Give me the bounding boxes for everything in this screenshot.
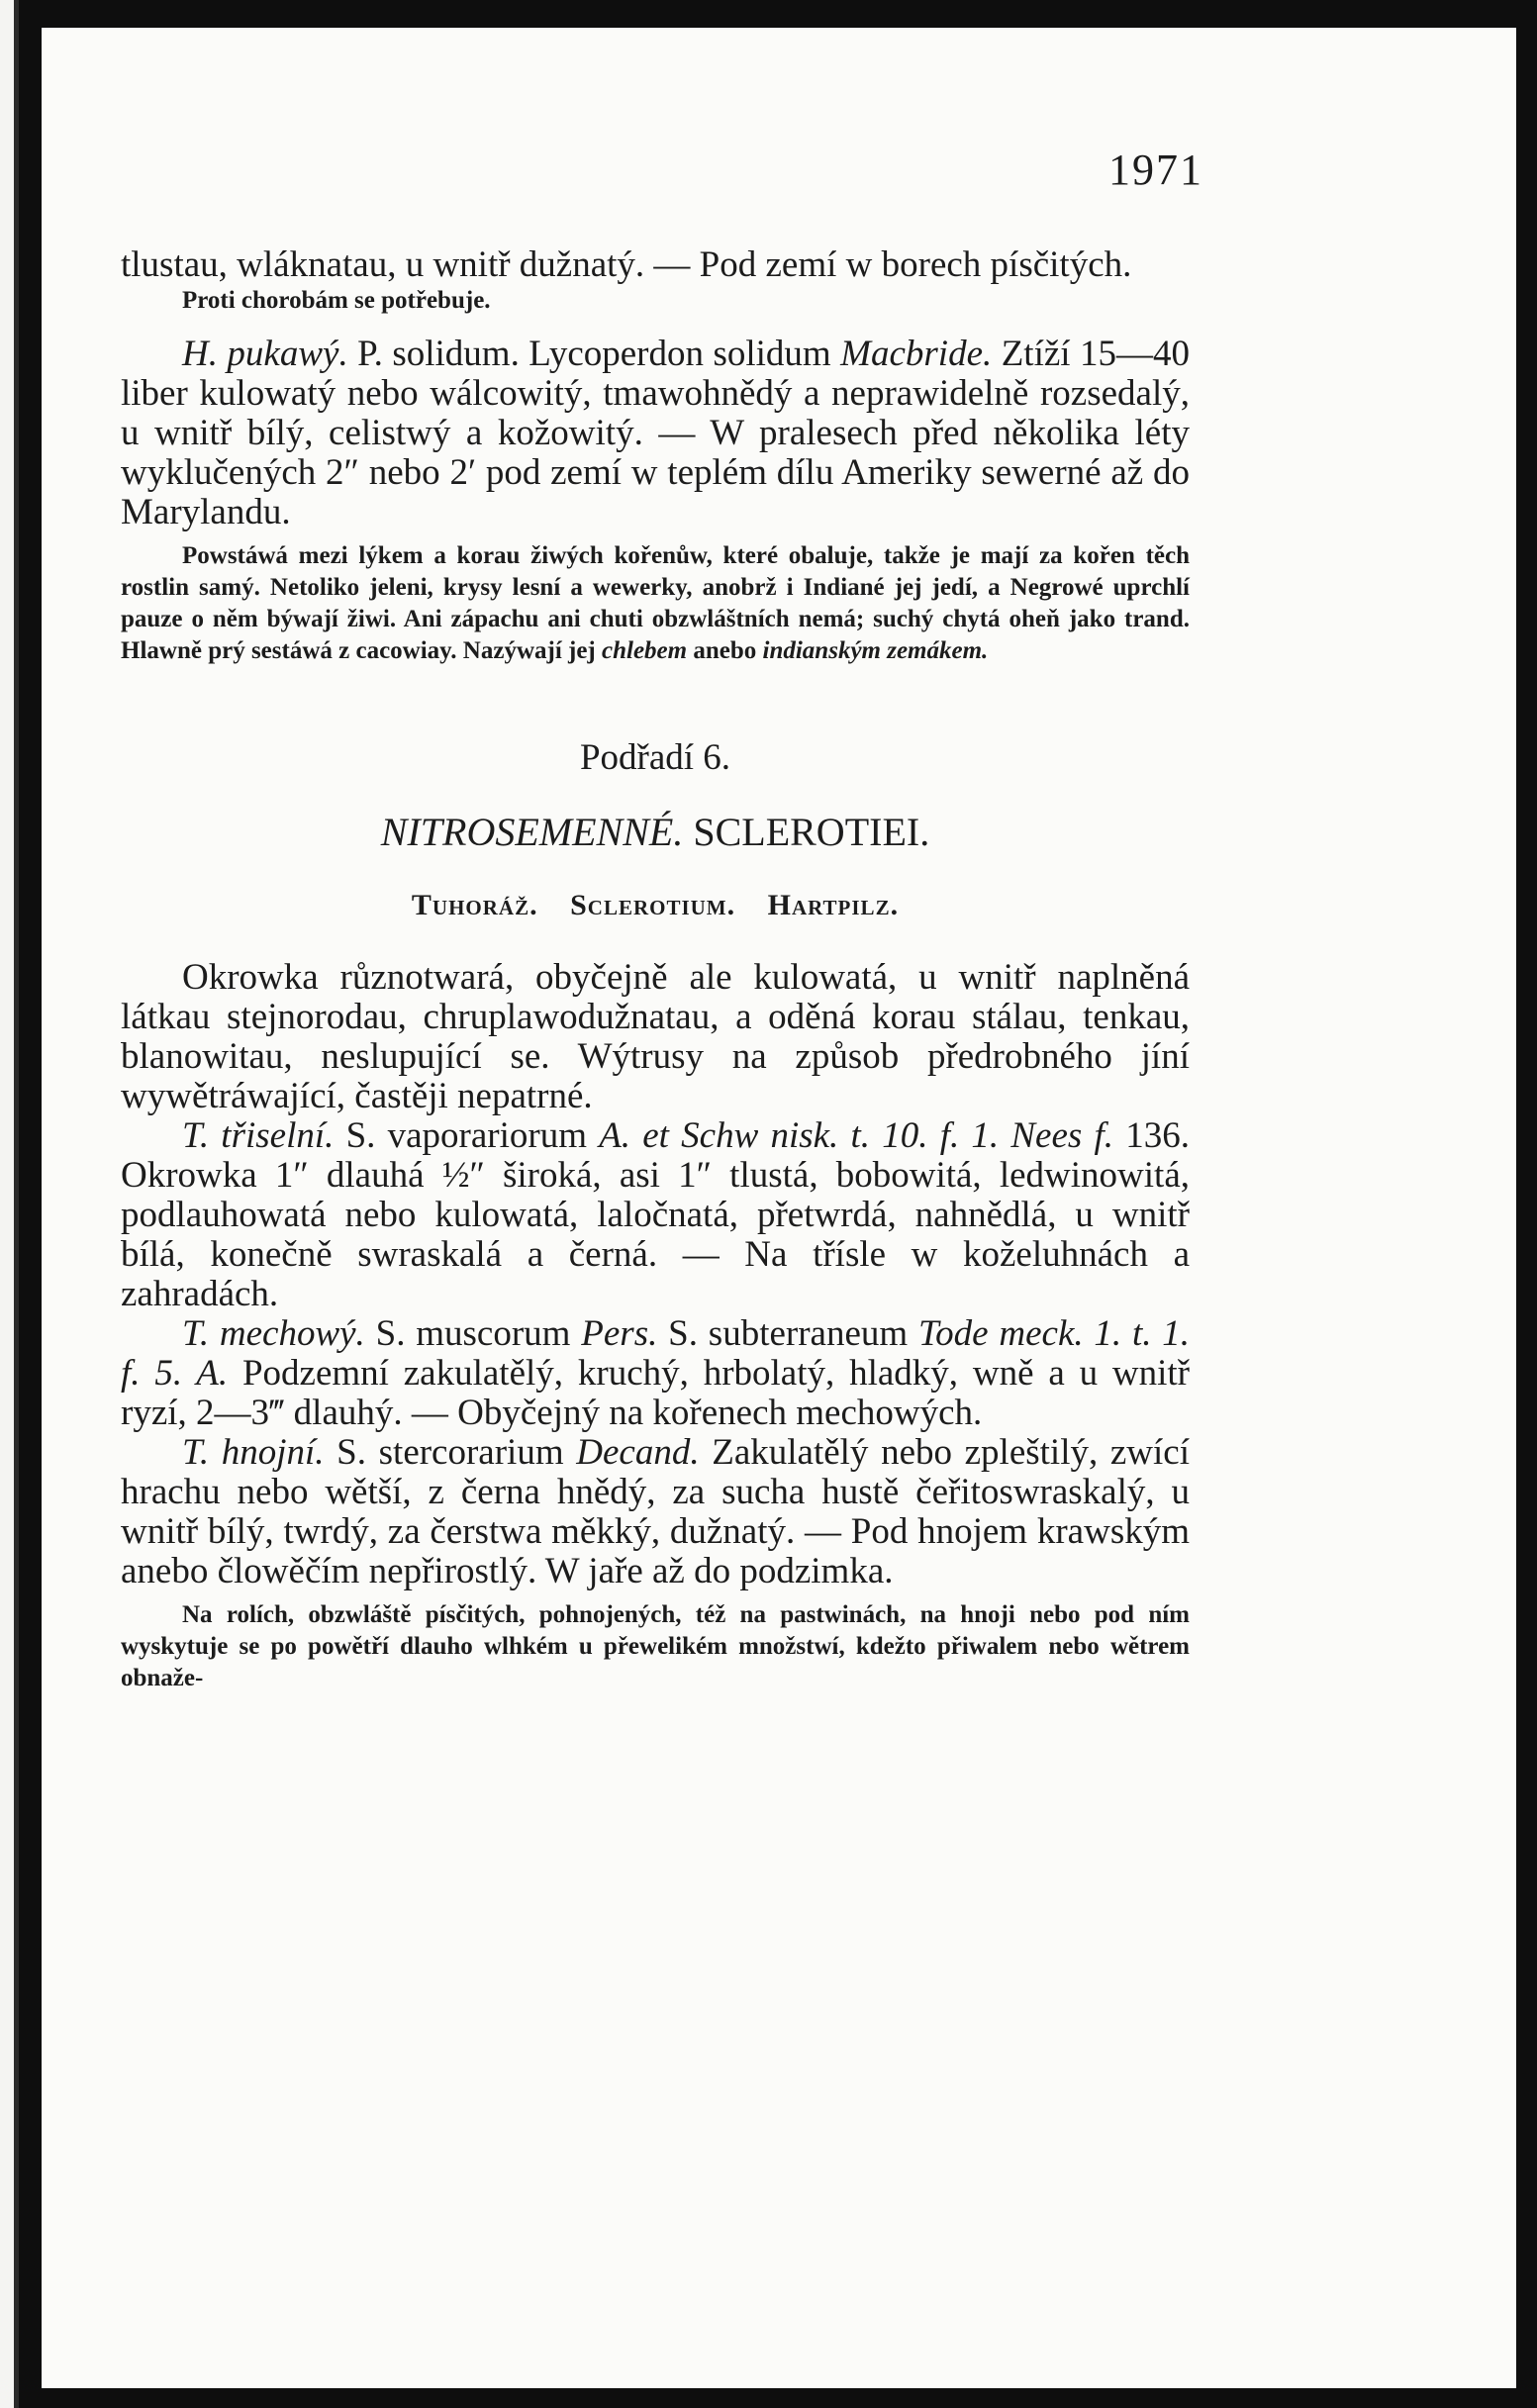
species-entry-pukawy [121,335,1190,532]
species-text: Podzemní zakulatělý, kruchý, hrbolatý, hladký, wně a u wnitř ryzí, 2—3‴ dlauhý. — Obyčejný na kořenech mechowých. [121,1353,1190,1433]
species-entry [121,1116,1190,1314]
species-name: T. třiselní. [182,1115,335,1156]
note-conjunction: anebo [693,637,757,664]
genus-name-german: Hartpilz. [767,889,900,921]
species-text: Ztíží 15—40 liber kulowatý nebo wálcowitý, tmawohnědý a neprawidelně rozsedalý, u wnitř bílý, celistwý a kožowitý. — W pralesech před několika léty wyklučených 2″ nebo 2′ pod zemí w teplém dílu Ameriky sewerné až do Marylandu. [121,334,1191,532]
species-name: H. pukawý. [182,334,348,374]
species-latin: P. solidum. Lycoperdon solidum [357,334,831,374]
page-text [121,245,1190,1694]
species-author: Macbride. [840,334,993,374]
left-page-edge [0,0,18,2408]
book-page [42,28,1516,2388]
paragraph-continuation: tlustau, wláknatau, u wnitř dužnatý. — Pod zemí w borech písčitých. [121,244,1132,285]
species-entry [121,1433,1190,1591]
genus-description: Okrowka různotwará, obyčejně ale kulowatá, u wnitř naplněná látkau stejnorodau, chruplawodužnatau, a oděná korau stálau, tenkau, blanowitau, neslupující se. Wýtrusy na způsob předrobného jíní wywětráwající, častěji nepatrné. [121,957,1190,1116]
species-text: 136. Okrowka 1″ dlauhá ½″ široká, asi 1″ tlustá, bobowitá, ledwinowitá, podlauhowatá nebo kulowatá, laločnatá, přetwrdá, nahnědlá, u wnitř bílá, konečně swraskalá a černá. — Na třísle w koželuhnách a zahradách. [121,1115,1190,1314]
paragraph-note: Proti chorobám se potřebuje. [182,287,491,314]
genus-name-latin: Sclerotium. [570,889,736,921]
genus-heading [121,809,1190,855]
page-number: 1971 [1108,145,1203,194]
species-entry [121,1314,1190,1433]
subsection-label: Podřadí 6. [579,737,731,778]
species-latin: S. vaporariorum [345,1115,587,1156]
species-authority: A. et Schw nisk. t. 10. f. 1. Nees f. [599,1115,1114,1156]
genus-name-czech: Tuhoráž. [411,889,538,921]
genus-names [121,889,1190,922]
species-latin-2: S. subterraneum [668,1313,909,1354]
note-term-2: indianským zemákem. [762,637,989,664]
species-text: Zakulatělý nebo zpleštilý, zwící hrachu nebo wětší, z černa hnědý, za sucha hustě čeřitoswraskalý, u wnitř bílý, twrdý, za čerstwa měkký, dužnatý. — Pod hnojem krawským anebo člowěčím nepřirostlý. W jaře až do podzimka. [121,1432,1190,1591]
species-name: T. hnojní. [182,1432,325,1473]
species-latin: S. stercorarium [336,1432,564,1473]
species-authority-2: Tode meck. 1. t. 1. f. 5. A. [121,1313,1191,1394]
note-term-1: chlebem [602,637,688,664]
species-authority: Pers. [581,1313,658,1354]
species-authority: Decand. [576,1432,700,1473]
genus-latin: SCLEROTIEI. [693,810,930,854]
note-text: Powstáwá mezi lýkem a korau žiwých kořenůw, které obaluje, takže je mají za kořen těch rostlin samý. Netoliko jeleni, krysy lesní a wewerky, anobrž i Indiané jej jedí, a Negrowé uprchlí pauze o něm býwají žiwi. Ani zápachu ani chuti obzwláštních nemá; suchý chytá oheň jako trand. Hlawně prý sestáwá z cacowiay. Nazýwají jej [121,542,1190,664]
species-latin: S. muscorum [375,1313,571,1354]
species-note [121,540,1190,667]
genus-czech: NITROSEMENNÉ. [380,810,684,854]
species-note: Na rolích, obzwláště písčitých, pohnojených, též na pastwinách, na hnoji nebo pod ním wyskytuje se po powětří dlauho wlhkém u přewelikém množstwí, kdežto přiwalem nebo wětrem obnaže- [121,1601,1190,1691]
species-name: T. mechowý. [182,1313,365,1354]
